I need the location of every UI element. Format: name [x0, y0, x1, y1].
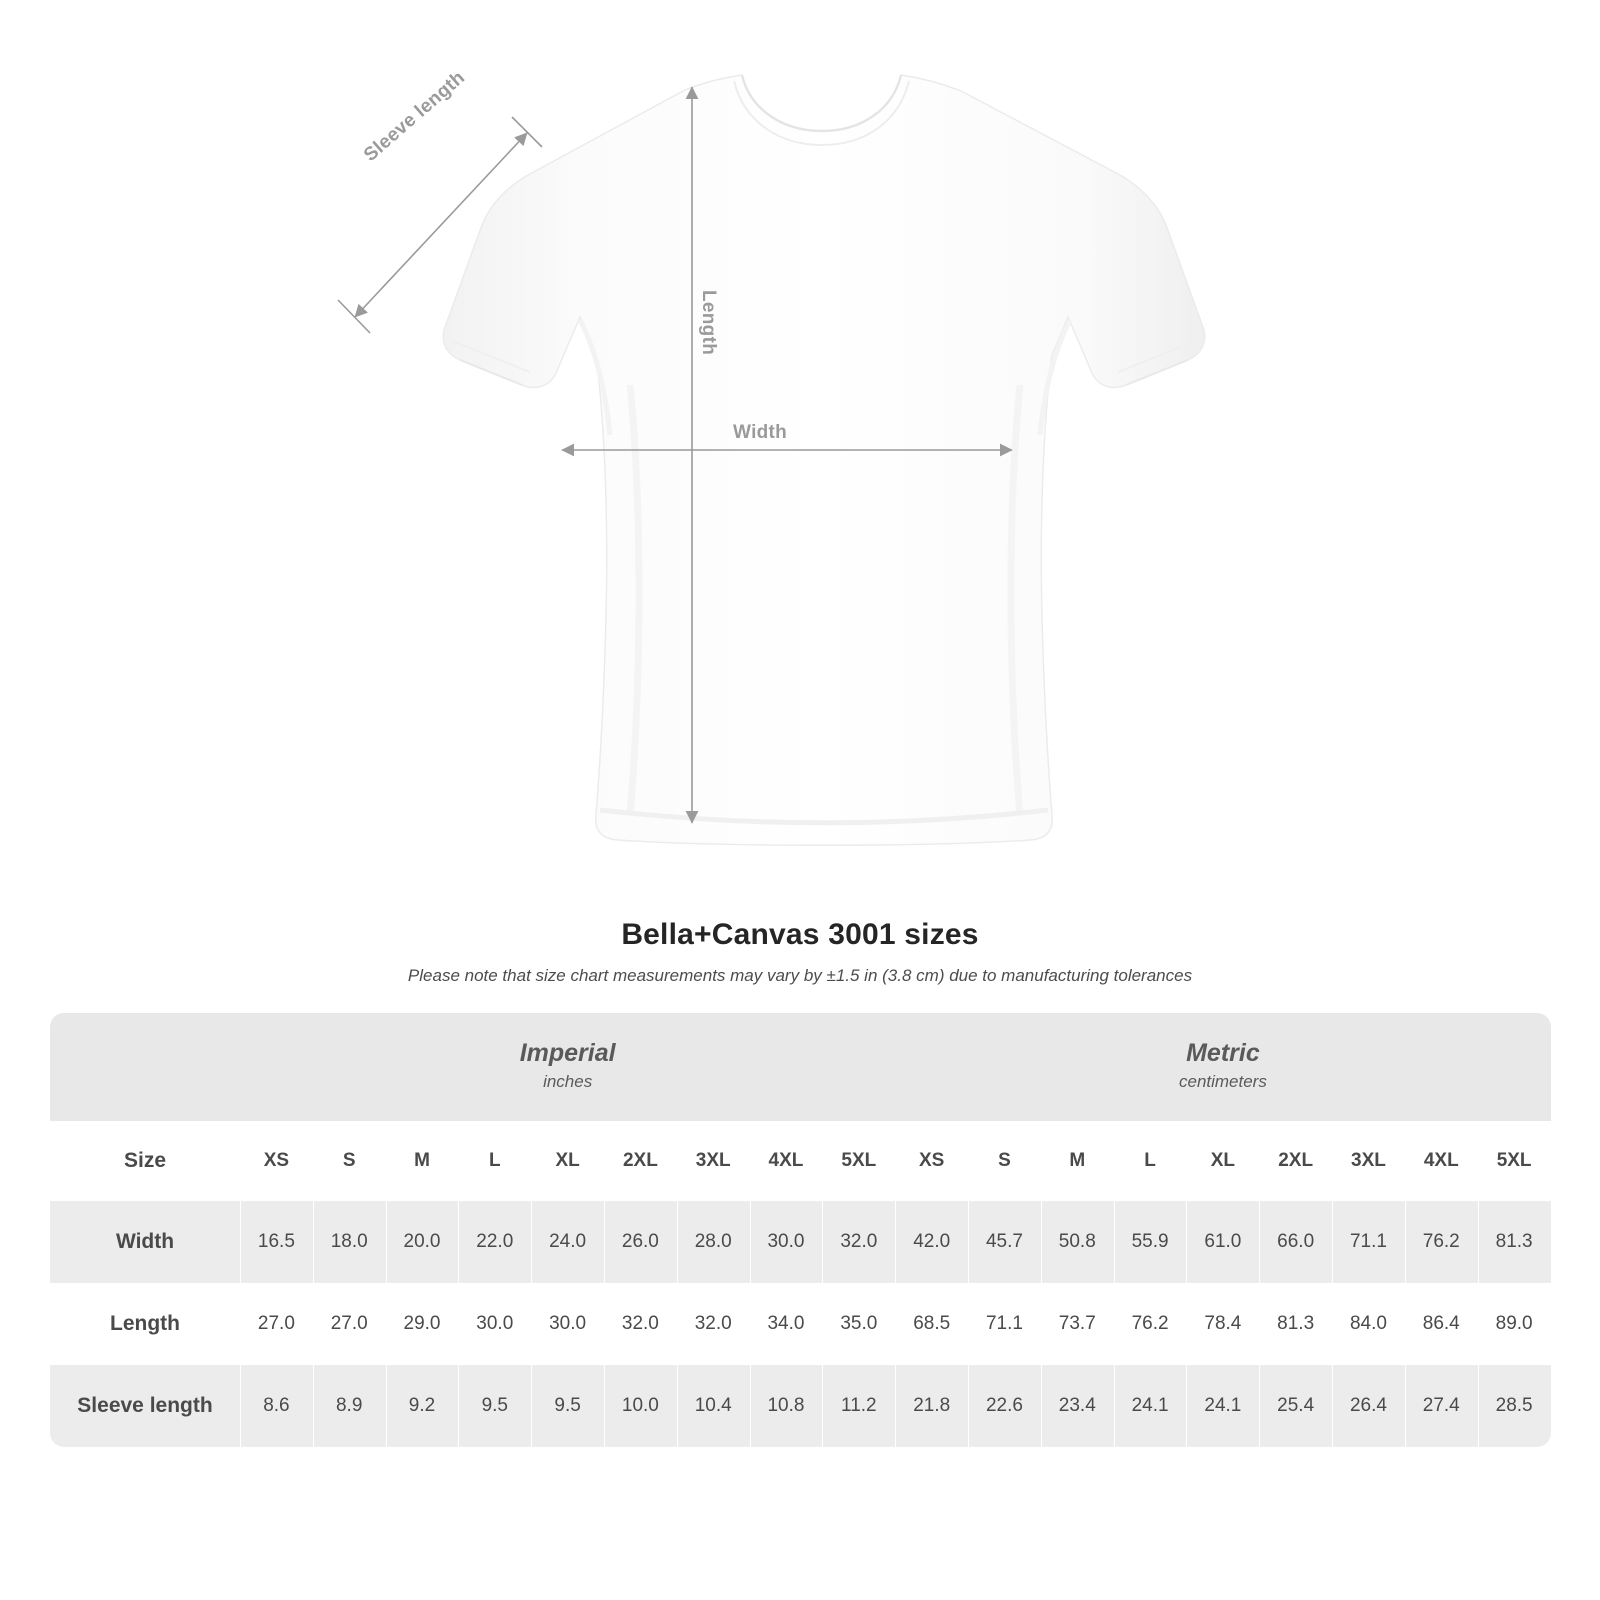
- title-block: [0, 918, 1600, 986]
- size-header-cell: 2XL: [1259, 1121, 1332, 1201]
- size-header-cell: XS: [240, 1121, 313, 1201]
- cell-width: 81.3: [1478, 1201, 1551, 1283]
- length-dimension-label: Length: [698, 290, 719, 356]
- row-label-width: Width: [50, 1201, 240, 1283]
- cell-width: 61.0: [1186, 1201, 1259, 1283]
- cell-length: 27.0: [240, 1283, 313, 1365]
- cell-sleeve-length: 21.8: [895, 1365, 968, 1447]
- cell-sleeve-length: 28.5: [1478, 1365, 1551, 1447]
- unit-system-row: [50, 1013, 1551, 1121]
- page-title: Bella+Canvas 3001 sizes: [621, 918, 979, 951]
- cell-width: 32.0: [822, 1201, 895, 1283]
- cell-sleeve-length: 8.6: [240, 1365, 313, 1447]
- cell-length: 76.2: [1114, 1283, 1187, 1365]
- cell-width: 45.7: [968, 1201, 1041, 1283]
- cell-width: 18.0: [313, 1201, 386, 1283]
- cell-length: 86.4: [1405, 1283, 1478, 1365]
- cell-width: 50.8: [1041, 1201, 1114, 1283]
- size-header-cell: L: [458, 1121, 531, 1201]
- cell-length: 81.3: [1259, 1283, 1332, 1365]
- cell-width: 76.2: [1405, 1201, 1478, 1283]
- size-header-cell: 2XL: [604, 1121, 677, 1201]
- cell-sleeve-length: 10.4: [677, 1365, 750, 1447]
- width-dimension-label: Width: [733, 422, 788, 443]
- size-header-row: [50, 1121, 1551, 1201]
- size-header-cell: M: [386, 1121, 459, 1201]
- size-header-cell: L: [1114, 1121, 1187, 1201]
- tshirt-shape: [443, 75, 1204, 845]
- cell-sleeve-length: 26.4: [1332, 1365, 1405, 1447]
- cell-width: 26.0: [604, 1201, 677, 1283]
- cell-sleeve-length: 9.5: [531, 1365, 604, 1447]
- cell-length: 34.0: [750, 1283, 823, 1365]
- cell-length: 27.0: [313, 1283, 386, 1365]
- cell-length: 30.0: [531, 1283, 604, 1365]
- tshirt-graphic: [330, 55, 1210, 855]
- size-header-cell: 3XL: [1332, 1121, 1405, 1201]
- cell-length: 78.4: [1186, 1283, 1259, 1365]
- unit-row-spacer: [50, 1013, 240, 1121]
- cell-length: 71.1: [968, 1283, 1041, 1365]
- cell-width: 16.5: [240, 1201, 313, 1283]
- cell-sleeve-length: 9.5: [458, 1365, 531, 1447]
- cell-width: 55.9: [1114, 1201, 1187, 1283]
- cell-width: 30.0: [750, 1201, 823, 1283]
- size-header-cell: XL: [531, 1121, 604, 1201]
- cell-sleeve-length: 11.2: [822, 1365, 895, 1447]
- unit-metric-sub: centimeters: [1178, 1071, 1267, 1091]
- size-header-cell: S: [313, 1121, 386, 1201]
- cell-sleeve-length: 24.1: [1186, 1365, 1259, 1447]
- cell-length: 68.5: [895, 1283, 968, 1365]
- cell-length: 32.0: [677, 1283, 750, 1365]
- size-header-cell: 4XL: [1405, 1121, 1478, 1201]
- cell-width: 42.0: [895, 1201, 968, 1283]
- size-header-cell: XL: [1186, 1121, 1259, 1201]
- unit-metric-cell: [895, 1013, 1550, 1121]
- cell-sleeve-length: 10.8: [750, 1365, 823, 1447]
- cell-sleeve-length: 9.2: [386, 1365, 459, 1447]
- cell-sleeve-length: 25.4: [1259, 1365, 1332, 1447]
- cell-length: 35.0: [822, 1283, 895, 1365]
- cell-width: 24.0: [531, 1201, 604, 1283]
- row-label-sleeve-length: Sleeve length: [50, 1365, 240, 1447]
- cell-sleeve-length: 8.9: [313, 1365, 386, 1447]
- row-label-length: Length: [50, 1283, 240, 1365]
- size-header-cell: XS: [895, 1121, 968, 1201]
- cell-width: 71.1: [1332, 1201, 1405, 1283]
- size-table: [50, 1013, 1551, 1447]
- cell-length: 29.0: [386, 1283, 459, 1365]
- unit-metric-name: Metric: [1186, 1039, 1260, 1068]
- cell-sleeve-length: 22.6: [968, 1365, 1041, 1447]
- size-header-cell: S: [968, 1121, 1041, 1201]
- cell-width: 66.0: [1259, 1201, 1332, 1283]
- size-header-cell: 5XL: [1478, 1121, 1551, 1201]
- cell-length: 89.0: [1478, 1283, 1551, 1365]
- size-header-cell: 3XL: [677, 1121, 750, 1201]
- cell-length: 30.0: [458, 1283, 531, 1365]
- cell-sleeve-length: 23.4: [1041, 1365, 1114, 1447]
- cell-length: 73.7: [1041, 1283, 1114, 1365]
- tolerance-note: Please note that size chart measurements may vary by ±1.5 in (3.8 cm) due to manufacturing tolerances: [407, 966, 1193, 985]
- cell-width: 20.0: [386, 1201, 459, 1283]
- cell-width: 28.0: [677, 1201, 750, 1283]
- sleeve-length-dimension-label: Sleeve length: [360, 67, 470, 166]
- table-row: [50, 1283, 1551, 1365]
- table-row: [50, 1365, 1551, 1447]
- cell-sleeve-length: 10.0: [604, 1365, 677, 1447]
- size-header-label: Size: [50, 1121, 240, 1201]
- unit-imperial-sub: inches: [543, 1071, 593, 1091]
- size-table-container: [50, 1013, 1550, 1447]
- size-header-cell: M: [1041, 1121, 1114, 1201]
- cell-sleeve-length: 24.1: [1114, 1365, 1187, 1447]
- cell-length: 84.0: [1332, 1283, 1405, 1365]
- cell-length: 32.0: [604, 1283, 677, 1365]
- cell-width: 22.0: [458, 1201, 531, 1283]
- unit-imperial-name: Imperial: [519, 1039, 616, 1068]
- cell-sleeve-length: 27.4: [1405, 1365, 1478, 1447]
- unit-imperial-cell: [240, 1013, 895, 1121]
- table-row: [50, 1201, 1551, 1283]
- size-header-cell: 4XL: [750, 1121, 823, 1201]
- size-header-cell: 5XL: [822, 1121, 895, 1201]
